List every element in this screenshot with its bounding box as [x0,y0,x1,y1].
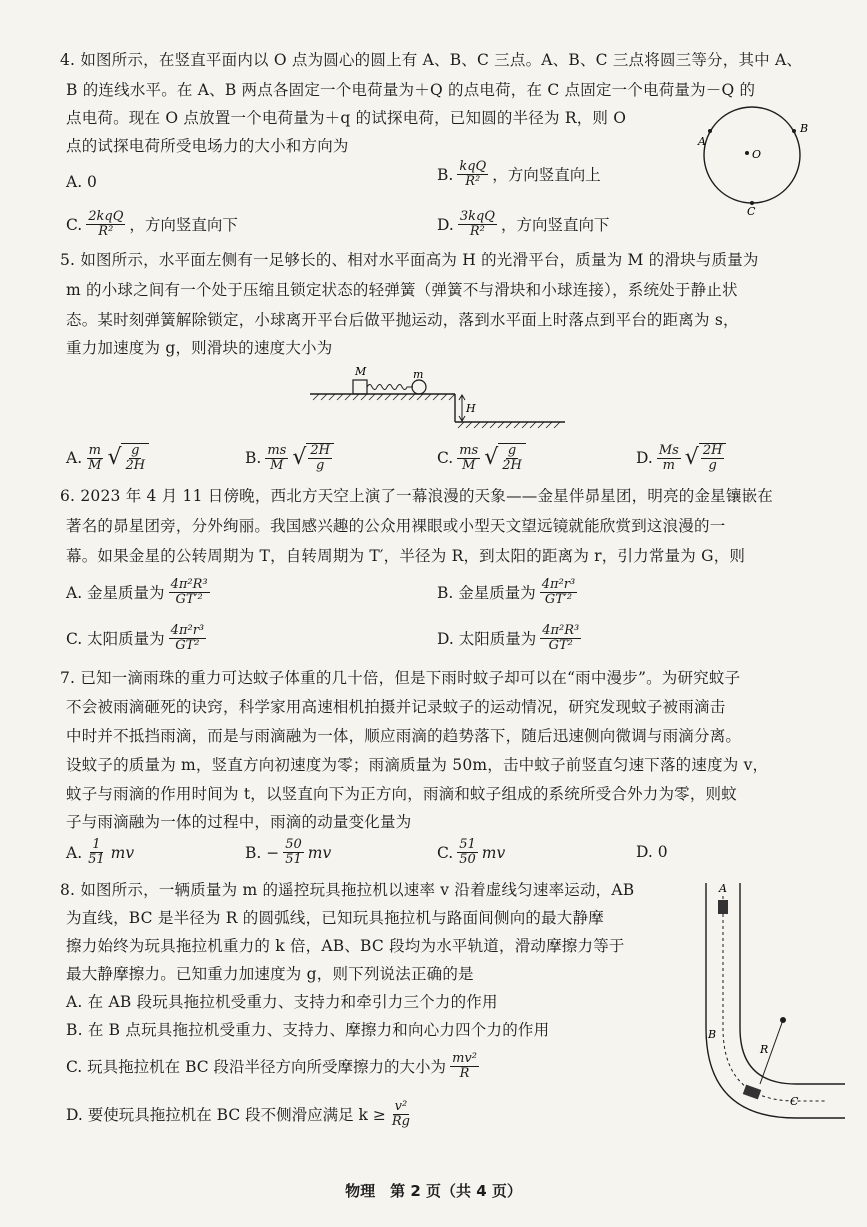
q8-line-4: 最大静摩擦力。已知重力加速度为 g，则下列说法正确的是 [66,965,474,983]
center-point-o [745,151,749,155]
q5-option-c: C. $\frac{ms}{M}$ √ $\frac{g}{2H}$ [437,443,526,473]
q4-option-c-fraction: $\frac{\text{2kqQ}}{\text{R²}}$ [88,209,124,239]
q4-option-a: A. 0 [66,173,97,191]
q4-option-b-fraction: $\frac{\text{kqQ}}{\text{R²}}$ [459,159,487,189]
spring [367,385,413,390]
q8-line-1: 8. 如图所示，一辆质量为 m 的遥控玩具拖拉机以速率 v 沿着虚线匀速率运动，AB [60,881,635,899]
q4-circle-figure [690,100,820,220]
q5-option-d: D. $\frac{Ms}{m}$ √ $\frac{2H}{g}$ [636,443,726,473]
label-m: m [413,368,424,381]
q8-option-a: A. 在 AB 段玩具拖拉机受重力、支持力和牵引力三个力的作用 [66,993,498,1011]
label-b: B [800,122,809,135]
page-footer: 物理 第 2 页（共 4 页） [345,1182,522,1200]
q5-option-b: B. $\frac{ms}{M}$ √ $\frac{2H}{g}$ [245,443,334,473]
label-R: R [760,1043,769,1056]
q6-option-c: C. 太阳质量为 $\frac{\text{4π²r³}}{\text{GT²}}$ [66,623,205,653]
sqrt: √ $\frac{g}{2H}$ [107,443,149,473]
q6-line-3: 幕。如果金星的公转周期为 T，自转周期为 T′，半径为 R，到太阳的距离为 r，引力常量为 G，则 [66,547,746,565]
q8-option-b: B. 在 B 点玩具拖拉机受重力、支持力、摩擦力和向心力四个力的作用 [66,1021,550,1039]
tractor-icon [718,900,728,914]
label-A: A [719,882,727,895]
q4-line-3: 点电荷。现在 O 点放置一个电荷量为＋q 的试探电荷，已知圆的半径为 R，则 O [66,109,627,127]
q4-option-d: D. $\frac{\text{3kqQ}}{\text{R²}}$ ，方向竖直向下 [437,209,610,239]
q8-line-3: 擦力始终为玩具拖拉机重力的 k 倍，AB、BC 段均为水平轨道，滑动摩擦力等于 [66,937,625,955]
label-M: M [355,365,367,378]
road-inner-edge [740,883,845,1084]
q5-option-a: A. $\frac{m}{M}$ √ $\frac{g}{2H}$ [66,443,149,473]
q8-road-figure [700,878,850,1138]
q6-option-b: B. 金星质量为 $\frac{\text{4π²r³}}{\text{GT′²}}$ [437,577,576,607]
q7-line-3: 中时并不抵挡雨滴，而是与雨滴融为一体，顺应雨滴的趋势落下，随后迅速侧向微调与雨滴分离。 [66,727,742,745]
q8-line-2: 为直线，BC 是半径为 R 的圆弧线，已知玩具拖拉机与路面间侧向的最大静摩 [66,909,604,927]
tractor-on-curve-icon [743,1085,761,1100]
q4-line-4: 点的试探电荷所受电场力的大小和方向为 [66,137,349,155]
q7-option-d: D. 0 [636,843,668,861]
q7-line-4: 设蚊子的质量为 m，竖直方向初速度为零；雨滴质量为 50m，击中蚊子前竖直匀速下落的速度为 v， [66,756,769,774]
q4-line-2: B 的连线水平。在 A、B 两点各固定一个电荷量为＋Q 的点电荷，在 C 点固定一个电荷量为－Q 的 [66,81,756,99]
q5-line-1: 5. 如图所示，水平面左侧有一足够长的、相对水平面高为 H 的光滑平台，质量为 M 的滑块与质量为 [60,251,759,269]
q4-option-d-fraction: $\frac{\text{3kqQ}}{\text{R²}}$ [459,209,495,239]
q6-line-1: 6. 2023 年 4 月 11 日傍晚，西北方天空上演了一幕浪漫的天象——金星伴昴星团，明亮的金星镶嵌在 [60,487,773,505]
label-o: O [752,148,762,161]
block-m [353,380,367,394]
label-c: C [747,205,756,218]
q7-line-5: 蚊子与雨滴的作用时间为 t，以竖直向下为正方向，雨滴和蚊子组成的系统所受合外力为零，则蚊 [66,785,737,803]
q7-option-c: C. $\frac{51}{50}$ mv [437,837,506,867]
platform-hatching [313,394,455,400]
q5-line-3: 态。某时刻弹簧解除锁定，小球离开平台后做平抛运动，落到水平面上时落点到平台的距离为 s， [66,311,739,329]
dashed-path [723,896,825,1101]
q7-line-6: 子与雨滴融为一体的过程中，雨滴的动量变化量为 [66,813,412,831]
q6-option-a: A. 金星质量为 $\frac{\text{4π²R³}}{\text{GT′²}}$ [66,577,208,607]
q5-line-2: m 的小球之间有一个处于压缩且锁定状态的轻弹簧（弹簧不与滑块和小球连接），系统处于静止状 [66,281,738,299]
q6-line-2: 著名的昴星团旁，分外绚丽。我国感兴趣的公众用裸眼或小型天文望远镜就能欣赏到这浪漫的一 [66,517,726,535]
q7-option-a: A. $\frac{1}{51}$ mv [66,837,135,867]
ground-hatching [458,422,560,428]
point-a [708,129,712,133]
label-a: A [698,135,706,148]
ball-m [412,380,426,394]
q4-line-1: 4. 如图所示，在竖直平面内以 O 点为圆心的圆上有 A、B、C 三点。A、B、C 三点将圆三等分，其中 A、 [60,51,803,69]
q8-option-d: D. 要使玩具拖拉机在 BC 段不侧滑应满足 k ≥ $\frac{\text{v²}}{Rg}$ [66,1099,410,1129]
road-outer-edge [706,883,845,1118]
q4-option-c: C. $\frac{\text{2kqQ}}{\text{R²}}$ ，方向竖直向下 [66,209,238,239]
q7-line-1: 7. 已知一滴雨珠的重力可达蚊子体重的几十倍，但是下雨时蚊子却可以在“雨中漫步”。为研究蚊子 [60,669,741,687]
point-b [792,129,796,133]
q6-option-d: D. 太阳质量为 $\frac{\text{4π²R³}}{\text{GT²}}$ [437,623,580,653]
label-B: B [708,1028,717,1041]
label-H: H [466,402,476,415]
q7-line-2: 不会被雨滴砸死的诀窍，科学家用高速相机拍摄并记录蚊子的运动情况，研究发现蚊子被雨滴击 [66,698,726,716]
q4-option-b: B. $\frac{\text{kqQ}}{\text{R²}}$ ，方向竖直向上 [437,159,601,189]
q5-line-4: 重力加速度为 g，则滑块的速度大小为 [66,339,333,357]
q8-option-c: C. 玩具拖拉机在 BC 段沿半径方向所受摩擦力的大小为 $\frac{\text{mv²}}{R}$ [66,1051,477,1081]
q5-platform-figure [305,360,570,430]
q7-option-b: B. − $\frac{50}{51}$ mv [245,837,332,867]
label-C: C [790,1095,799,1108]
